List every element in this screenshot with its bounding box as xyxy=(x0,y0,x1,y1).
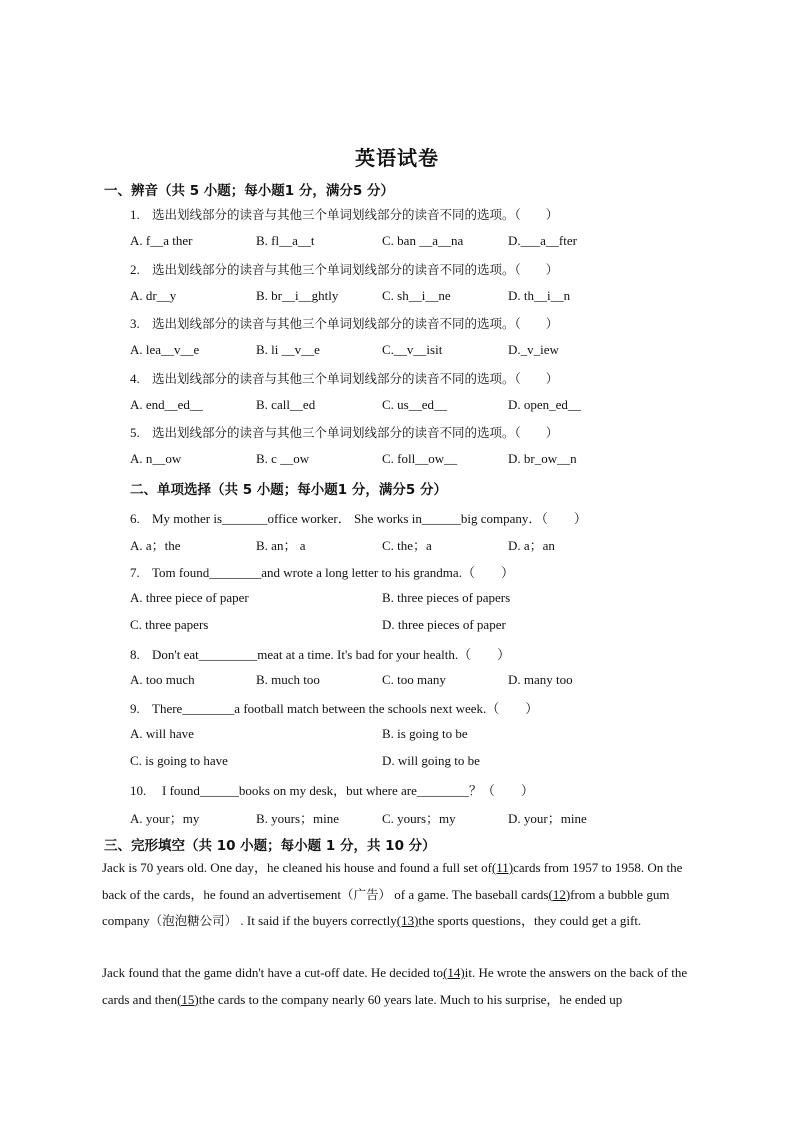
option-d[interactable]: D. a；an xyxy=(508,538,555,553)
option-b[interactable]: B. yours；mine xyxy=(256,811,340,826)
option-c[interactable]: C.__v__isit xyxy=(382,342,443,357)
question-text: 选出划线部分的读音与其他三个单词划线部分的读音不同的选项。（ ） xyxy=(152,262,559,277)
question-3-options xyxy=(130,342,690,360)
question-number: 1. xyxy=(130,207,140,222)
passage-text: cards from 1957 to 1958. On the back of the cards，he found an advertisement xyxy=(102,860,683,902)
question-number: 4. xyxy=(130,371,140,386)
passage-text: Jack is 70 years old. One day，he cleaned his house and found a full set of xyxy=(102,860,492,875)
question-2-options xyxy=(130,288,690,306)
section-3-header: 三、完形填空（共 10 小题；每小题 1 分，共 10 分） xyxy=(104,838,436,854)
question-9-options-row-1 xyxy=(130,726,690,744)
option-d[interactable]: D. many too xyxy=(508,672,573,687)
question-8-stem xyxy=(130,644,510,663)
passage-text: . It said if the buyers correctly xyxy=(237,913,397,928)
question-8-options xyxy=(130,672,690,690)
blank-15[interactable]: (15) xyxy=(177,991,199,1007)
option-b[interactable]: B. is going to be xyxy=(382,726,468,741)
question-3-stem xyxy=(130,314,558,332)
question-text: Tom found________and wrote a long letter to his grandma.（ ） xyxy=(152,565,514,580)
option-a[interactable]: A. a；the xyxy=(130,538,181,553)
question-10-stem xyxy=(130,780,534,799)
question-number: 6. xyxy=(130,511,140,526)
option-a[interactable]: A. will have xyxy=(130,726,194,741)
option-a[interactable]: A. lea__v__e xyxy=(130,342,200,357)
passage-text: （泡泡糖公司） xyxy=(149,913,238,928)
option-a[interactable]: A. dr__y xyxy=(130,288,177,303)
option-b[interactable]: B. fl__a__t xyxy=(256,233,315,248)
question-1-options xyxy=(130,233,690,251)
option-b[interactable]: B. three pieces of papers xyxy=(382,590,511,605)
question-number: 7. xyxy=(130,565,140,580)
question-number: 9. xyxy=(130,701,140,716)
question-9-stem xyxy=(130,698,538,717)
passage-text: from a bubble gum company xyxy=(102,886,670,928)
question-4-stem xyxy=(130,369,558,387)
option-a[interactable]: A. end__ed__ xyxy=(130,397,203,412)
question-text: 选出划线部分的读音与其他三个单词划线部分的读音不同的选项。（ ） xyxy=(152,371,559,386)
question-number: 3. xyxy=(130,316,140,331)
option-a[interactable]: A. too much xyxy=(130,672,195,687)
question-text: There________a football match between the schools next week.（ ） xyxy=(152,701,539,716)
question-text: My mother is_______office worker． She works in______big company．（ ） xyxy=(152,511,587,526)
passage-text: Jack found that the game didn't have a cut-off date. He decided to xyxy=(102,965,444,980)
question-10-options xyxy=(130,808,690,826)
option-d[interactable]: D. th__i__n xyxy=(508,288,571,303)
question-4-options xyxy=(130,397,690,415)
option-a[interactable]: A. f__a ther xyxy=(130,233,193,248)
option-a[interactable]: A. three piece of paper xyxy=(130,590,249,605)
option-a[interactable]: A. n__ow xyxy=(130,451,182,466)
question-5-options xyxy=(130,451,690,469)
passage-text: （广告） xyxy=(340,886,391,902)
question-text: 选出划线部分的读音与其他三个单词划线部分的读音不同的选项。（ ） xyxy=(152,207,559,222)
option-c[interactable]: C. sh__i__ne xyxy=(382,288,451,303)
question-7-options-row-2 xyxy=(130,617,690,635)
question-2-stem xyxy=(130,260,558,278)
question-1-stem xyxy=(130,205,558,223)
option-d[interactable]: D. will going to be xyxy=(382,753,480,768)
question-9-options-row-2 xyxy=(130,753,690,771)
option-c[interactable]: C. the；a xyxy=(382,538,432,553)
option-b[interactable]: B. an； a xyxy=(256,538,306,553)
question-7-stem xyxy=(130,562,514,581)
question-text: I found______books on my desk，but where are________？（ ） xyxy=(162,783,534,798)
question-text: 选出划线部分的读音与其他三个单词划线部分的读音不同的选项。（ ） xyxy=(152,425,559,440)
question-7-options-row-1 xyxy=(130,590,690,608)
option-b[interactable]: B. br__i__ghtly xyxy=(256,288,339,303)
cloze-paragraph-1 xyxy=(102,855,696,935)
option-b[interactable]: B. much too xyxy=(256,672,320,687)
passage-text: it. He wrote the answers on the back of the cards and then xyxy=(102,965,688,1007)
passage-text: of a game. The baseball cards xyxy=(390,886,549,902)
question-text: 选出划线部分的读音与其他三个单词划线部分的读音不同的选项。（ ） xyxy=(152,316,559,331)
option-c[interactable]: C. too many xyxy=(382,672,446,687)
option-d[interactable]: D. your；mine xyxy=(508,811,587,826)
option-d[interactable]: D. open_ed__ xyxy=(508,397,581,412)
blank-14[interactable]: (14) xyxy=(443,965,465,980)
question-text: Don't eat_________meat at a time. It's bad for your health.（ ） xyxy=(152,647,511,662)
option-b[interactable]: B. call__ed xyxy=(256,397,316,412)
option-b[interactable]: B. li __v__e xyxy=(256,342,320,357)
passage-text: the cards to the company nearly 60 years late. Much to his surprise，he ended up xyxy=(198,991,623,1007)
option-c[interactable]: C. foll__ow__ xyxy=(382,451,458,466)
option-d[interactable]: D._v_iew xyxy=(508,342,559,357)
cloze-paragraph-2 xyxy=(102,960,696,1013)
option-d[interactable]: D.___a__fter xyxy=(508,233,577,248)
question-number: 5. xyxy=(130,425,140,440)
option-c[interactable]: C. ban __a__na xyxy=(382,233,464,248)
question-number: 10. xyxy=(130,783,147,798)
question-number: 2. xyxy=(130,262,140,277)
option-a[interactable]: A. your；my xyxy=(130,811,200,826)
option-c[interactable]: C. us__ed__ xyxy=(382,397,447,412)
option-d[interactable]: D. br_ow__n xyxy=(508,451,577,466)
passage-text: the sports questions，they could get a gift. xyxy=(418,913,642,928)
question-6-options xyxy=(130,535,690,553)
blank-11[interactable]: (11) xyxy=(491,860,514,875)
page-title: 英语试卷 xyxy=(355,146,439,170)
option-b[interactable]: B. c __ow xyxy=(256,451,310,466)
section-2-header: 二、单项选择（共 5 小题；每小题1 分，满分5 分） xyxy=(130,482,447,498)
option-c[interactable]: C. three papers xyxy=(130,617,209,632)
question-number: 8. xyxy=(130,647,140,662)
option-c[interactable]: C. yours；my xyxy=(382,811,456,826)
option-d[interactable]: D. three pieces of paper xyxy=(382,617,506,632)
question-5-stem xyxy=(130,423,558,441)
section-1-header: 一、辨音（共 5 小题；每小题1 分，满分5 分） xyxy=(104,183,394,199)
blank-12[interactable]: (12) xyxy=(548,886,571,902)
question-6-stem xyxy=(130,508,587,527)
option-c[interactable]: C. is going to have xyxy=(130,753,228,768)
blank-13[interactable]: (13) xyxy=(396,913,419,928)
